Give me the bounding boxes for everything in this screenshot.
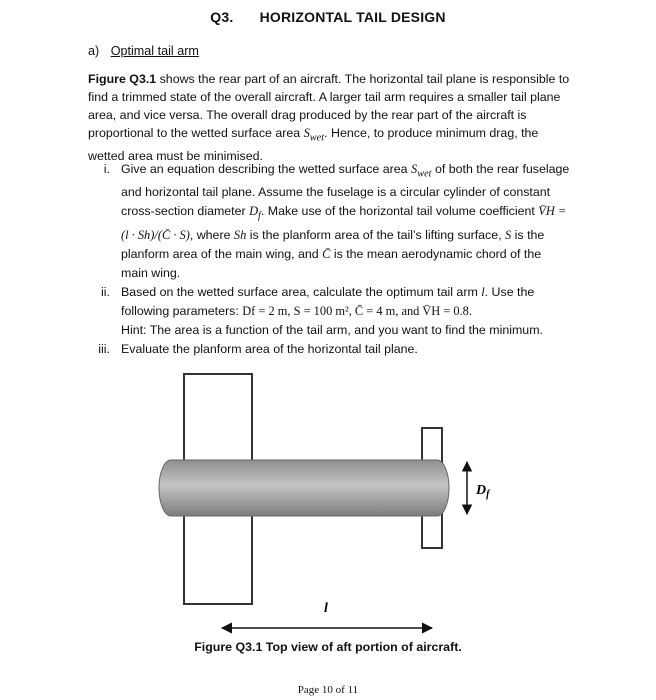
volume-coefficient-formula: V̄H = (l · Sh)/(C̄ · S) [121,204,567,242]
fuselage [159,460,449,516]
item-text: Evaluate the planform area of the horizontal tail plane. [121,341,418,356]
intro-text-2: . Hence, to produce minimum drag, the wetted area must be minimised. [88,126,539,164]
intro-text-1: shows the rear part of an aircraft. The horizontal tail plane is responsible to find a trimmed state of the overall aircraft. A larger tail arm requires a smaller tail plane area, and vice versa. The overall drag produced by the rear part of the aircraft is proportional to the wetted surface area [88,72,570,140]
page-number: Page 10 of 11 [297,684,359,696]
swet-symbol: S [303,126,310,140]
item-text: of both the rear fuselage and horizontal tail plane. Assume the fuselage is a circular cylinder of constant cross-section diameter [121,162,570,219]
item-text: is the mean aerodynamic chord of the main wing. [121,246,542,280]
cbar-symbol: C̄ [322,246,331,261]
diameter-label: $D_f$ [476,483,490,500]
figure-reference: Figure Q3.1 [88,72,157,86]
item-text: , where [189,227,234,242]
item-text: . Make use of the horizontal tail volume coefficient [260,204,539,219]
df-subscript: f [258,210,261,222]
l-symbol: l [481,284,485,299]
swet-subscript: wet [417,168,432,180]
parameter-values: Df = 2 m, S = 100 m², C̄ = 4 m, and V̄H = 0.8. [242,303,472,318]
section-label: a) [88,44,100,58]
swet-subscript: wet [309,132,325,144]
item-text: Based on the wetted surface area, calculate the optimum tail arm [121,284,482,299]
item-text: is the planform area of the tail’s lifting surface, [246,227,506,242]
question-title: HORIZONTAL TAIL DESIGN [259,9,446,25]
item-number: i. [103,162,110,176]
hint-text: Hint: The area is a function of the tail arm, and you want to find the minimum. [121,322,543,337]
item-text: . Use the following parameters: [121,284,535,318]
section-title: Optimal tail arm [110,44,199,58]
item-text: is the planform area of the main wing, and [121,227,545,261]
tail-arm-label: l [324,601,328,616]
s-symbol: S [505,227,512,242]
item-number: ii. [101,284,110,299]
item-number: iii. [98,341,110,356]
item-text: Give an equation describing the wetted surface area [121,162,411,176]
swet-symbol: S [410,162,418,176]
figure-caption: Figure Q3.1 Top view of aft portion of aircraft. [194,640,462,654]
question-number: Q3. [210,9,234,25]
sh-symbol: Sh [233,227,247,242]
df-symbol: D [249,204,259,219]
